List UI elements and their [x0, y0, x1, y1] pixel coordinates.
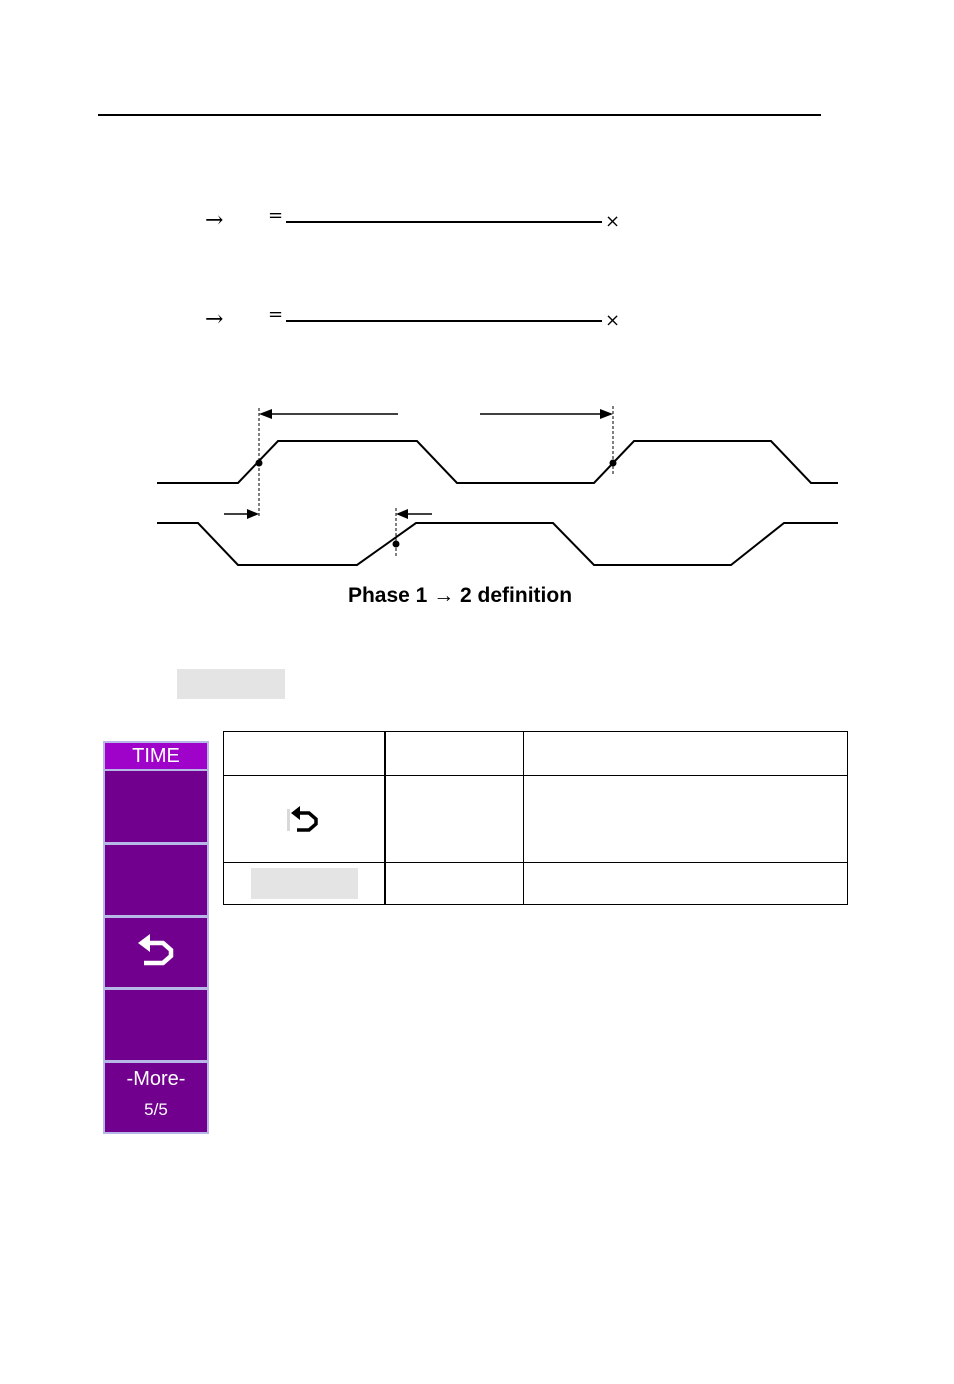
- period-arrowhead-right: [600, 409, 613, 419]
- table-row: [224, 776, 848, 863]
- phase-timing-diagram: [0, 0, 954, 620]
- delay-arrowhead-left: [247, 509, 259, 519]
- formula-equals: =: [268, 304, 284, 325]
- figure-caption: Phase 1 → 2 definition: [347, 584, 573, 607]
- menu-button-return[interactable]: [105, 918, 207, 987]
- key-label-chip: [251, 868, 358, 899]
- table-cell: [385, 776, 524, 863]
- formula-arrow: →: [205, 208, 224, 233]
- table-cell: [385, 863, 524, 905]
- table-cell: [224, 732, 386, 776]
- table-cell: [224, 863, 386, 905]
- formula-times: ×: [605, 211, 621, 232]
- delay-arrowhead-right: [396, 509, 408, 519]
- formula-equals: =: [268, 205, 284, 226]
- table-cell: [524, 732, 848, 776]
- return-arrow-icon: [284, 803, 324, 839]
- return-arrow-icon: [133, 933, 183, 973]
- menu-description-table: [223, 731, 848, 905]
- menu-button-1[interactable]: [105, 771, 207, 842]
- time-side-menu: [103, 741, 209, 1134]
- page-indicator: 5/5: [144, 1100, 168, 1119]
- channel-1-crossing-dot: [610, 460, 617, 467]
- formula-times: ×: [605, 310, 621, 331]
- menu-title: TIME: [105, 743, 207, 769]
- table-cell: [524, 863, 848, 905]
- channel-2-waveform: [157, 523, 838, 565]
- menu-button-2[interactable]: [105, 845, 207, 915]
- menu-button-more[interactable]: [105, 1063, 207, 1132]
- period-arrowhead-left: [259, 409, 272, 419]
- channel-2-crossing-dot: [393, 541, 400, 548]
- channel-1-crossing-dot: [256, 460, 263, 467]
- table-cell: [385, 732, 524, 776]
- more-label: -More-: [126, 1068, 186, 1090]
- table-cell: [224, 776, 386, 863]
- key-label-chip: [177, 669, 285, 699]
- menu-button-4[interactable]: [105, 990, 207, 1060]
- table-cell: [524, 776, 848, 863]
- table-row: [224, 863, 848, 905]
- formula-arrow: →: [205, 307, 224, 332]
- table-header-row: [224, 732, 848, 776]
